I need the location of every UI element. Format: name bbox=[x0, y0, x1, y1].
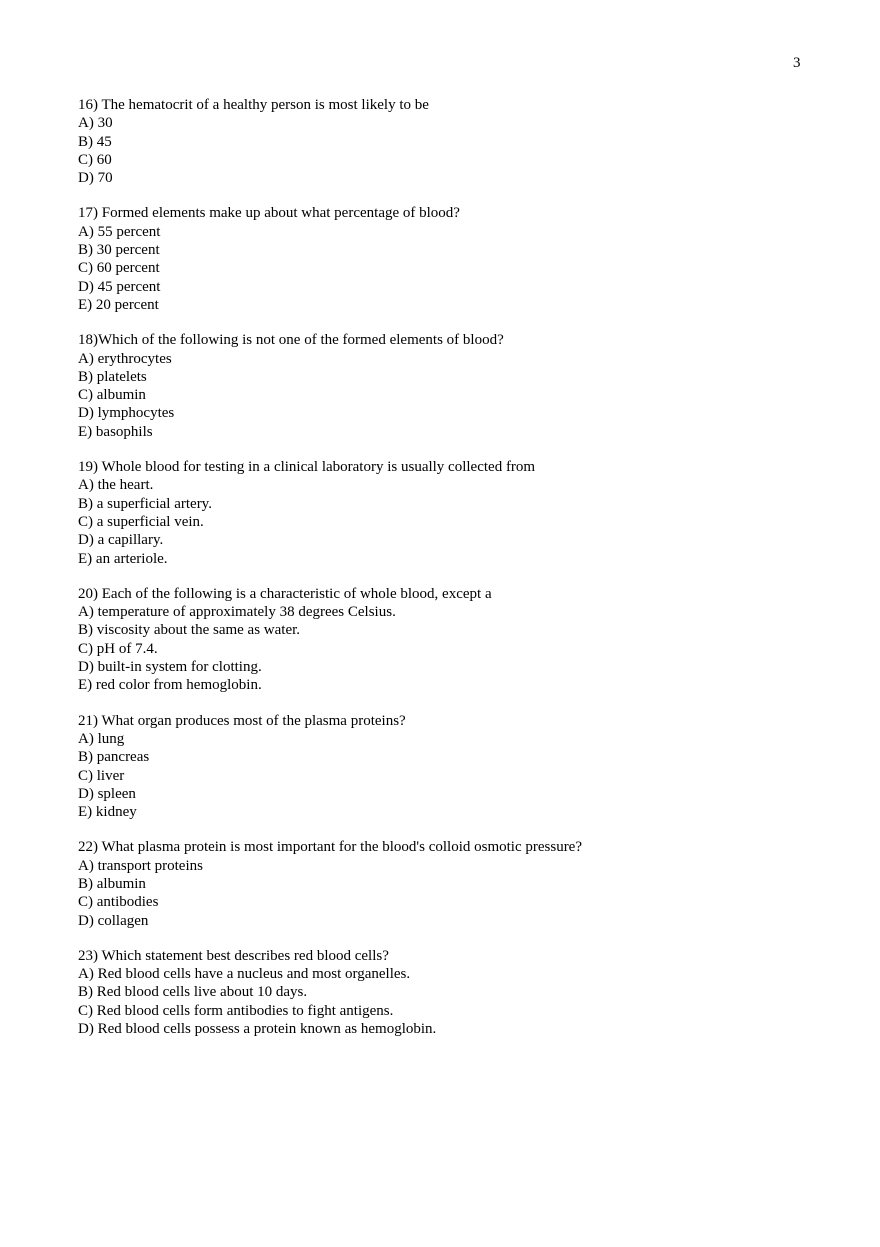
option-a: A) the heart. bbox=[78, 477, 154, 494]
option-d: D) lymphocytes bbox=[78, 405, 175, 422]
question-text: 23) Which statement best describes red blood cells? bbox=[78, 947, 389, 964]
question-20 bbox=[78, 585, 818, 695]
option-e: E) kidney bbox=[78, 804, 137, 821]
question-17 bbox=[78, 204, 818, 314]
option-b: B) pancreas bbox=[78, 749, 150, 766]
option-a: A) 55 percent bbox=[78, 223, 161, 240]
option-a: A) transport proteins bbox=[78, 857, 203, 874]
question-22 bbox=[78, 838, 818, 929]
question-19 bbox=[78, 458, 818, 568]
option-e: E) 20 percent bbox=[78, 296, 159, 313]
question-text: 22) What plasma protein is most important for the blood's colloid osmotic pressure? bbox=[78, 839, 583, 856]
question-21 bbox=[78, 712, 818, 822]
option-a: A) erythrocytes bbox=[78, 350, 172, 367]
option-e: E) red color from hemoglobin. bbox=[78, 677, 262, 694]
question-23 bbox=[78, 947, 818, 1038]
option-b: B) Red blood cells live about 10 days. bbox=[78, 984, 308, 1001]
question-text: 17) Formed elements make up about what percentage of blood? bbox=[78, 205, 460, 222]
option-c: C) a superficial vein. bbox=[78, 513, 204, 530]
option-d: D) built-in system for clotting. bbox=[78, 659, 262, 676]
question-text: 18)Which of the following is not one of the formed elements of blood? bbox=[78, 332, 504, 349]
question-16 bbox=[78, 96, 818, 187]
option-a: A) lung bbox=[78, 730, 125, 747]
question-text: 20) Each of the following is a characteristic of whole blood, except a bbox=[78, 585, 492, 602]
option-c: C) antibodies bbox=[78, 894, 159, 911]
option-b: B) platelets bbox=[78, 368, 147, 385]
option-a: A) 30 bbox=[78, 115, 113, 132]
option-b: B) 30 percent bbox=[78, 242, 160, 259]
option-b: B) viscosity about the same as water. bbox=[78, 622, 301, 639]
option-b: B) albumin bbox=[78, 875, 146, 892]
option-e: E) basophils bbox=[78, 423, 153, 440]
option-d: D) spleen bbox=[78, 785, 136, 802]
option-d: D) 70 bbox=[78, 170, 113, 187]
option-c: C) Red blood cells form antibodies to fight antigens. bbox=[78, 1002, 394, 1019]
question-text: 19) Whole blood for testing in a clinical laboratory is usually collected from bbox=[78, 459, 536, 476]
option-d: D) collagen bbox=[78, 912, 149, 929]
option-d: D) a capillary. bbox=[78, 532, 164, 549]
page-number: 3 bbox=[793, 55, 801, 71]
option-d: D) Red blood cells possess a protein known as hemoglobin. bbox=[78, 1021, 437, 1038]
option-c: C) liver bbox=[78, 767, 125, 784]
option-c: C) albumin bbox=[78, 387, 146, 404]
option-d: D) 45 percent bbox=[78, 278, 161, 295]
question-text: 21) What organ produces most of the plasma proteins? bbox=[78, 712, 406, 729]
option-a: A) temperature of approximately 38 degrees Celsius. bbox=[78, 604, 396, 621]
question-18 bbox=[78, 331, 818, 441]
option-a: A) Red blood cells have a nucleus and most organelles. bbox=[78, 966, 411, 983]
option-b: B) a superficial artery. bbox=[78, 495, 212, 512]
question-list bbox=[78, 96, 818, 1055]
option-b: B) 45 bbox=[78, 133, 112, 150]
option-c: C) pH of 7.4. bbox=[78, 640, 158, 657]
option-c: C) 60 percent bbox=[78, 260, 160, 277]
option-e: E) an arteriole. bbox=[78, 550, 168, 567]
question-text: 16) The hematocrit of a healthy person is most likely to be bbox=[78, 97, 429, 113]
option-c: C) 60 bbox=[78, 151, 112, 168]
